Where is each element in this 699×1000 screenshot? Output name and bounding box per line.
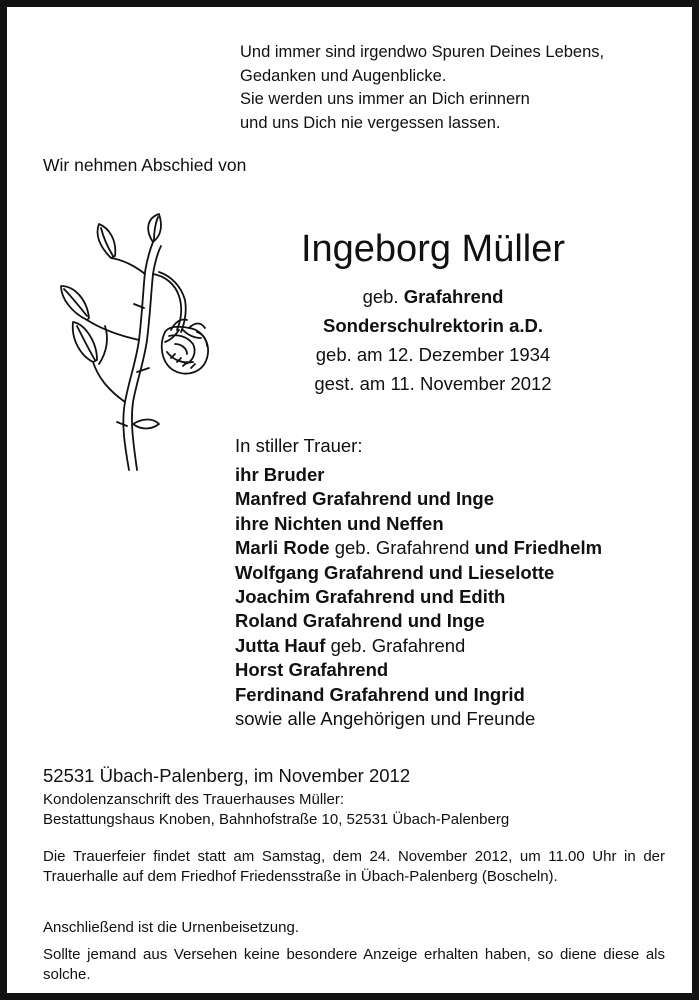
place-date: 52531 Übach-Palenberg, im November 2012 [43,765,411,786]
deceased-title: Sonderschulrektorin a.D. [323,315,543,336]
poem-line: und uns Dich nie vergessen lassen. [240,113,501,132]
urn-text: Anschließend ist die Urnenbeisetzung. [43,919,299,936]
intro-text: Wir nehmen Abschied von [43,155,247,175]
mourner-line [235,561,602,585]
funeral-text: Die Trauerfeier findet statt am Samstag, dem 24. November 2012, um 11.00 Uhr in der Trauerhalle auf dem Friedhof Friedensstraße in Übach-Palenberg (Boscheln). [43,848,665,886]
death-date: gest. am 11. November 2012 [314,373,552,394]
mourner-line [235,609,602,633]
mourner-text: Roland Grafahrend und Inge [235,610,485,632]
poem-line: Und immer sind irgendwo Spuren Deines Lebens, [240,43,605,61]
mourner-line [235,707,602,731]
mourner-text: geb. Grafahrend [325,634,466,656]
mourner-text: und Friedhelm [474,537,603,559]
mourners-list [235,463,602,731]
birth-name: Grafahrend [403,286,504,307]
mourner-text: Jutta Hauf [235,634,326,656]
mourner-text: geb. Grafahrend [329,537,475,559]
mourner-line [235,634,602,658]
rose-drawing-icon [41,212,223,474]
condolence-block [43,790,509,830]
birth-date: geb. am 12. Dezember 1934 [315,344,551,365]
mourner-line [235,658,602,682]
notice-text: Sollte jemand aus Versehen keine besondere Anzeige erhalten haben, so diene diese als solche. [43,946,665,984]
mourner-line [235,487,602,511]
mourner-line [235,536,602,560]
condolence-address: Bestattungshaus Knoben, Bahnhofstraße 10, 52531 Übach-Palenberg [43,811,510,828]
deceased-block [235,223,631,398]
deceased-name: Ingeborg Müller [300,228,566,270]
mourner-text: ihre Nichten und Neffen [235,512,444,534]
mourner-text: Manfred Grafahrend und Inge [235,488,495,510]
mourner-text: Ferdinand Grafahrend und Ingrid [235,683,525,705]
mourning-label: In stiller Trauer: [235,435,363,456]
poem [240,41,604,135]
mourner-text: Horst Grafahrend [235,659,389,681]
mourner-text: Marli Rode [235,537,330,559]
poem-line: Gedanken und Augenblicke. [240,66,447,85]
mourner-line [235,585,602,609]
condolence-label: Kondolenzanschrift des Trauerhauses Müller: [43,791,344,808]
birth-name-line [235,282,631,311]
poem-line: Sie werden uns immer an Dich erinnern [240,90,530,108]
mourner-line [235,512,602,536]
mourner-text: ihr Bruder [235,464,325,485]
mourner-text: Wolfgang Grafahrend und Lieselotte [235,561,555,583]
mourner-text: Joachim Grafahrend und Edith [235,585,506,607]
mourner-line [235,463,602,487]
mourner-line [235,683,602,707]
birth-prefix: geb. [362,286,399,307]
mourner-text: sowie alle Angehörigen und Freunde [235,707,536,729]
